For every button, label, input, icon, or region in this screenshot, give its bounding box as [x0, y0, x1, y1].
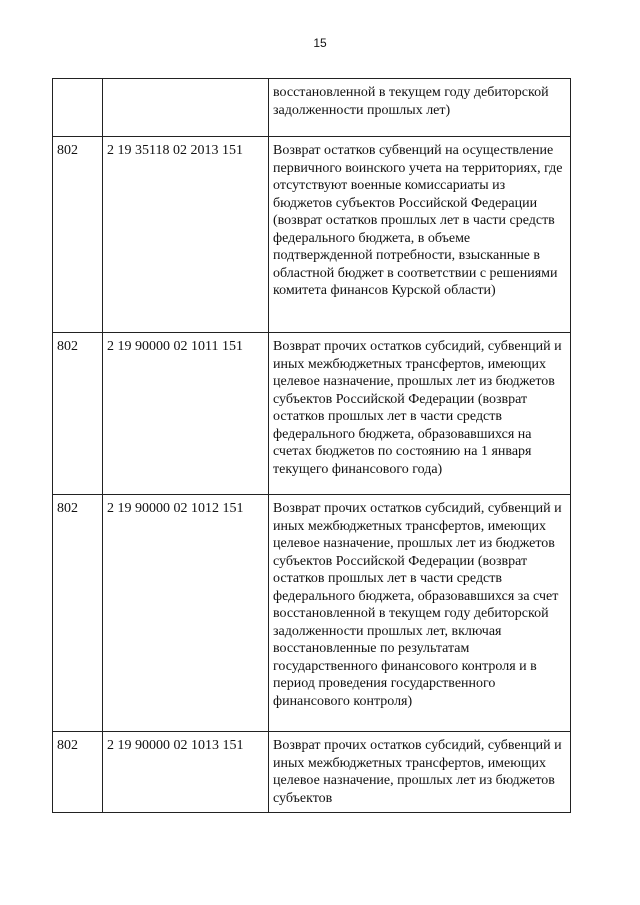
- admin-code-cell: 802: [53, 495, 103, 732]
- description-cell: Возврат прочих остатков субсидий, субвенций и иных межбюджетных трансфертов, имеющих целевое назначение, прошлых лет из бюджетов субъектов Российской Федерации (возврат остатков прошлых лет в части средств федерального бюджета, образовавшихся на счетах бюджетов по состоянию на 1 января текущего финансового года): [269, 333, 571, 495]
- admin-code-cell: 802: [53, 732, 103, 813]
- table-row: [53, 137, 571, 333]
- admin-code-cell: [53, 79, 103, 137]
- budget-classification-code-cell: 2 19 90000 02 1013 151: [103, 732, 269, 813]
- admin-code-cell: 802: [53, 137, 103, 333]
- table-row: [53, 495, 571, 732]
- budget-code-table: [52, 78, 571, 813]
- description-cell: Возврат остатков субвенций на осуществление первичного воинского учета на территориях, где отсутствуют военные комиссариаты из бюджетов субъектов Российской Федерации (возврат остатков прошлых лет в части средств федерального бюджета, в объеме подтвержденной потребности, взысканные в областной бюджет в соответствии с решениями комитета финансов Курской области): [269, 137, 571, 333]
- budget-classification-code-cell: [103, 79, 269, 137]
- table-row: [53, 79, 571, 137]
- description-cell: Возврат прочих остатков субсидий, субвенций и иных межбюджетных трансфертов, имеющих целевое назначение, прошлых лет из бюджетов субъектов Российской Федерации (возврат остатков прошлых лет в части средств федерального бюджета, образовавшихся за счет восстановленной в текущем году дебиторской задолженности прошлых лет, включая восстановленные по результатам государственного финансового контроля и в период проведения государственного финансового контроля): [269, 495, 571, 732]
- budget-classification-code-cell: 2 19 90000 02 1012 151: [103, 495, 269, 732]
- description-cell: Возврат прочих остатков субсидий, субвенций и иных межбюджетных трансфертов, имеющих целевое назначение, прошлых лет из бюджетов субъектов: [269, 732, 571, 813]
- budget-classification-code-cell: 2 19 90000 02 1011 151: [103, 333, 269, 495]
- table-row: [53, 333, 571, 495]
- page-number: 15: [313, 36, 327, 50]
- budget-classification-code-cell: 2 19 35118 02 2013 151: [103, 137, 269, 333]
- table-row: [53, 732, 571, 813]
- description-cell: восстановленной в текущем году дебиторской задолженности прошлых лет): [269, 79, 571, 137]
- admin-code-cell: 802: [53, 333, 103, 495]
